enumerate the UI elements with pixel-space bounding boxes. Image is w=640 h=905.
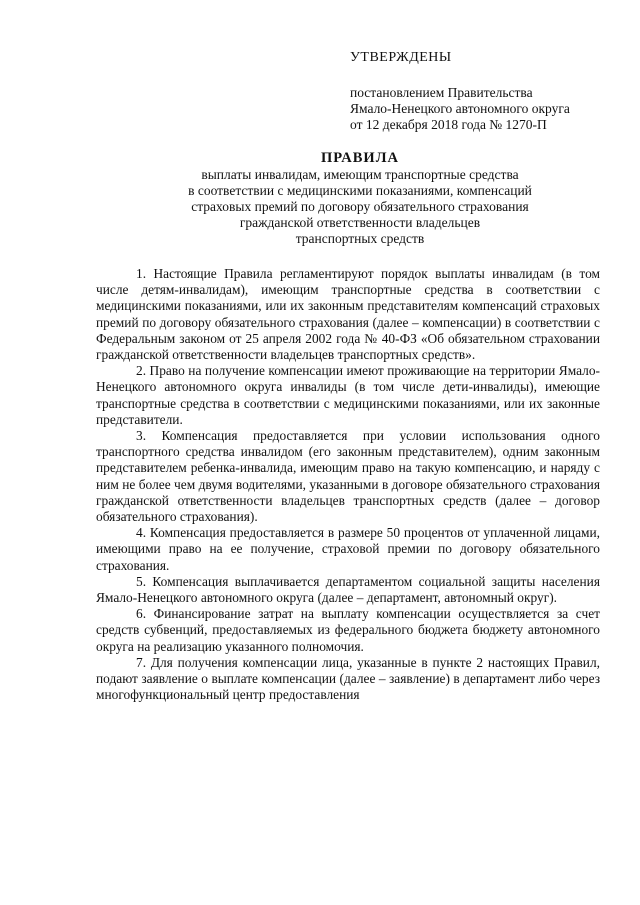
document-body — [96, 266, 600, 703]
approval-heading: УТВЕРЖДЕНЫ — [350, 50, 452, 65]
approval-line: Ямало-Ненецкого автономного округа — [350, 101, 570, 116]
approval-line: от 12 декабря 2018 года № 1270-П — [350, 117, 547, 132]
approval-line: постановлением Правительства — [350, 85, 533, 100]
paragraph-2: 2. Право на получение компенсации имеют проживающие на территории Ямало-Ненецкого автономного округа инвалиды (в том числе дети-инвалиды), имеющие транспортные средства в соответствии с медицинскими показаниями, или их законные представители. — [96, 363, 600, 427]
title-line: гражданской ответственности владельцев — [239, 215, 481, 230]
paragraph-1: 1. Настоящие Правила регламентируют порядок выплаты инвалидам (в том числе детям-инвалидам), имеющим транспортные средства в соответствии с медицинскими показаниями, или их законным представителям компенсаций страховых премий по договору обязательного страхования (далее – компенсации) в соответствии с Федеральным законом от 25 апреля 2002 года № 40-ФЗ «Об обязательном страховании гражданской ответственности владельцев транспортных средств». — [96, 266, 600, 363]
title-line: страховых премий по договору обязательного страхования — [191, 199, 529, 214]
paragraph-4: 4. Компенсация предоставляется в размере 50 процентов от уплаченной лицами, имеющими право на ее получение, страховой премии по договору обязательного страхования. — [96, 525, 600, 573]
paragraph-7: 7. Для получения компенсации лица, указанные в пункте 2 настоящих Правил, подают заявление о выплате компенсации (далее – заявление) в департамент либо через многофункциональный центр предоставления — [96, 654, 600, 703]
document-title — [100, 150, 620, 247]
title-line: выплаты инвалидам, имеющим транспортные средства — [201, 167, 519, 182]
title-heading: ПРАВИЛА — [321, 150, 399, 166]
title-line: в соответствии с медицинскими показаниями, компенсаций — [188, 183, 532, 198]
paragraph-5: 5. Компенсация выплачивается департаментом социальной защиты населения Ямало-Ненецкого автономного округа (далее – департамент, автономный округ). — [96, 573, 600, 606]
title-line: транспортных средств — [295, 231, 425, 246]
approval-stamp — [350, 50, 620, 133]
paragraph-6: 6. Финансирование затрат на выплату компенсации осуществляется за счет средств субвенций, предоставляемых из федерального бюджета бюджету автономного округа на реализацию указанного полномочия. — [96, 606, 600, 654]
paragraph-3: 3. Компенсация предоставляется при условии использования одного транспортного средства инвалидом (его законным представителем), одним законным представителем ребенка-инвалида, имеющим право на такую компенсацию, и наряду с ним не более чем двумя водителями, указанными в договоре обязательного страхования гражданской ответственности владельцев транспортных средств (далее – договор обязательного страхования). — [96, 428, 600, 525]
